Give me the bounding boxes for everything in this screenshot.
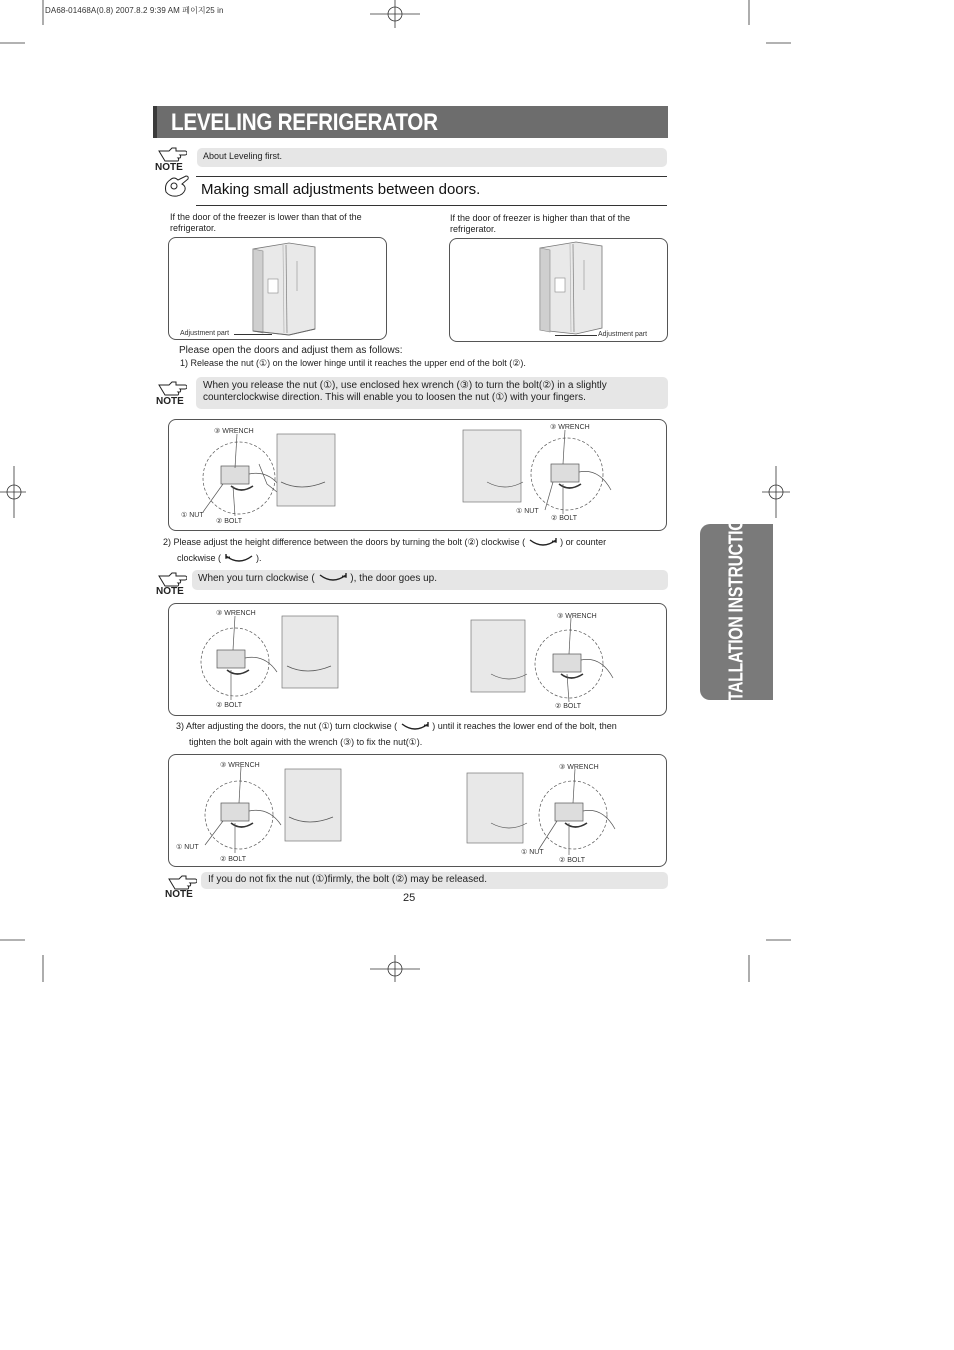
wrench-label: ③ WRENCH [214, 428, 254, 435]
hinge-illustration [169, 755, 668, 868]
figure-release-nut [168, 419, 667, 531]
title-bar [153, 106, 668, 138]
note-label: NOTE [165, 889, 193, 900]
wrench-label: ③ WRENCH [550, 424, 590, 431]
nut-label: ① NUT [516, 508, 539, 515]
fridge-illustration [249, 241, 319, 337]
figure-adjust-height [168, 603, 667, 716]
step-3-line1: 3) After adjusting the doors, the nut (①) turn clockwise ( ) until it reaches the lower end of the bolt, then [176, 721, 617, 731]
wrench-label: ③ WRENCH [216, 610, 256, 617]
step-2-line1: 2) Please adjust the height difference between the doors by turning the bolt (②) clockwise ( ) or counter [163, 537, 607, 547]
step-1: 1) Release the nut (①) on the lower hinge until it reaches the upper end of the bolt (②). [180, 358, 526, 368]
case-left-caption: If the door of the freezer is lower than that of the refrigerator. [170, 212, 362, 233]
rule-top [196, 176, 667, 177]
adjustment-part-label: Adjustment part [180, 330, 230, 337]
wrench-label: ③ WRENCH [559, 764, 599, 771]
bolt-label: ② BOLT [220, 856, 246, 863]
fridge-illustration [536, 240, 606, 336]
side-tab-label: INSTALLATION INSTRUCTIONS [725, 497, 747, 727]
note-fix-nut: If you do not fix the nut (①)firmly, the bolt (②) may be released. [201, 872, 668, 889]
ok-hand-icon [160, 172, 192, 204]
counterclockwise-arrow-icon [224, 554, 254, 564]
note-label: NOTE [156, 586, 184, 597]
wrench-label: ③ WRENCH [557, 613, 597, 620]
pointing-hand-icon [157, 379, 187, 397]
bolt-label: ② BOLT [555, 703, 581, 710]
case-right-caption: If the door of freezer is higher than that of the refrigerator. [450, 213, 631, 234]
hinge-illustration [169, 604, 668, 717]
subheading: Making small adjustments between doors. [201, 181, 481, 198]
nut-label: ① NUT [521, 849, 544, 856]
note-hex-wrench: When you release the nut (①), use enclosed hex wrench (③) to turn the bolt(②) in a slightly counterclockwise direction. This will enable you to loosen the nut (①) with your fingers. [196, 377, 668, 409]
page-number: 25 [403, 892, 416, 904]
nut-label: ① NUT [181, 512, 204, 519]
clockwise-arrow-icon [528, 538, 558, 548]
bolt-label: ② BOLT [216, 702, 242, 709]
note-label: NOTE [155, 162, 183, 173]
rule-bottom [196, 205, 667, 206]
note-label: NOTE [156, 396, 184, 407]
page-title: LEVELING REFRIGERATOR [171, 109, 438, 136]
hinge-illustration [169, 420, 668, 532]
bolt-label: ② BOLT [559, 857, 585, 864]
clockwise-arrow-icon [400, 722, 430, 732]
wrench-label: ③ WRENCH [220, 762, 260, 769]
fridge-figure-left [168, 237, 387, 340]
figure-tighten-nut [168, 754, 667, 867]
bolt-label: ② BOLT [216, 518, 242, 525]
instruction-intro: Please open the doors and adjust them as follows: [179, 345, 403, 356]
print-header: DA68-01468A(0.8) 2007.8.2 9:39 AM 페이지25 in [45, 6, 224, 15]
step-2-line2: clockwise ( ). [177, 553, 262, 563]
pointing-hand-icon [157, 145, 187, 163]
clockwise-arrow-icon [318, 573, 348, 583]
side-tab [700, 497, 773, 727]
nut-label: ① NUT [176, 844, 199, 851]
bolt-label: ② BOLT [551, 515, 577, 522]
note-clockwise: When you turn clockwise ( ), the door goes up. [192, 570, 668, 590]
adjustment-part-label: Adjustment part [598, 331, 648, 338]
step-3-line2: tighten the bolt again with the wrench (③) to fix the nut(①). [189, 737, 423, 747]
fridge-figure-right [449, 238, 668, 342]
note-about-leveling: About Leveling first. [197, 148, 667, 167]
